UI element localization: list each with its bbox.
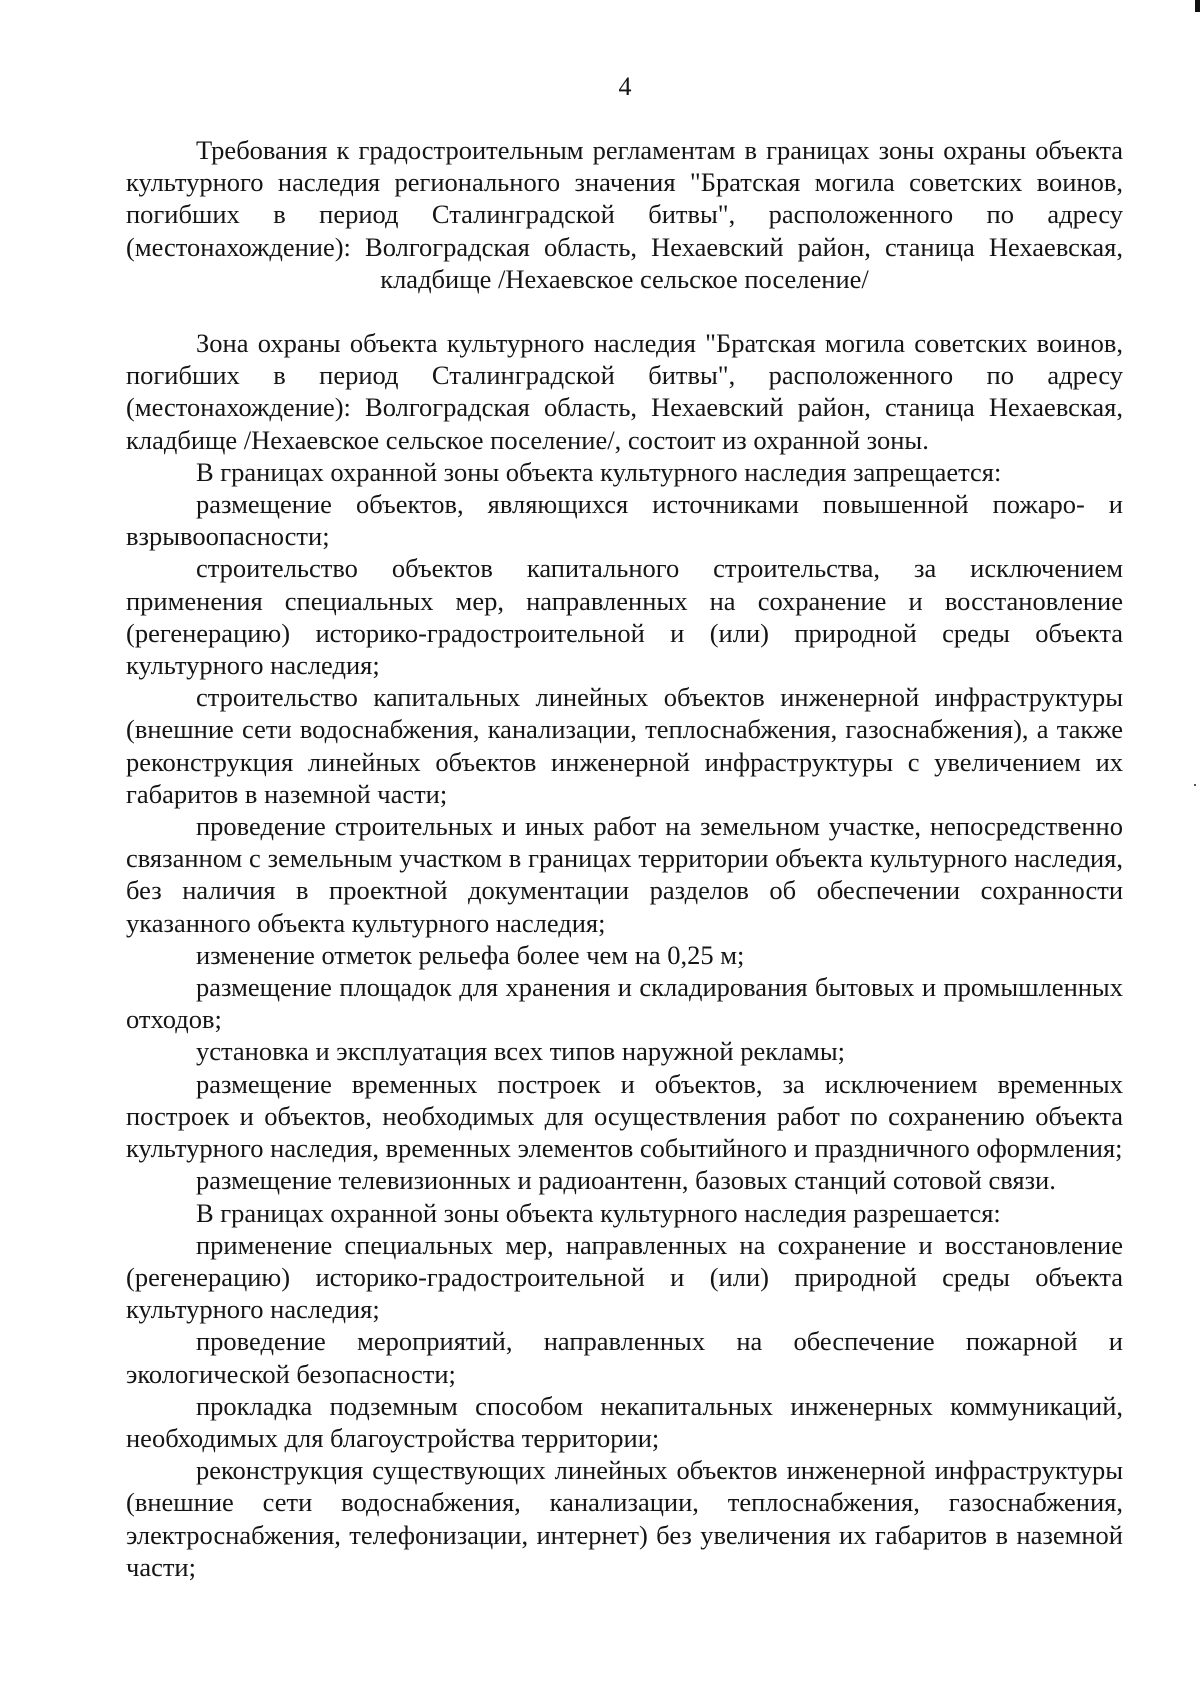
document-body xyxy=(126,134,1123,1583)
paragraph-prohibited-item: проведение строительных и иных работ на земельном участке, непосредственно связанном с земельным участком в границах территории объекта культурного наследия, без наличия в проектной документации разделов об обеспечении сохранности указанного объекта культурного наследия; xyxy=(126,811,1123,938)
page-number: 4 xyxy=(618,72,632,101)
paragraph-zone-composition: Зона охраны объекта культурного наследия "Братская могила советских воинов, погибших в период Сталинградской битвы", расположенного по адресу (местонахождение): Волгоградская область, Нехаевский район, станица Нехаевская, кладбище /Нехаевское сельское поселение/, состоит из охранной зоны. xyxy=(126,328,1123,455)
paragraph-prohibited-intro: В границах охранной зоны объекта культурного наследия запрещается: xyxy=(196,456,1002,487)
paragraph-prohibited-item: изменение отметок рельефа более чем на 0,25 м; xyxy=(196,939,745,970)
paragraph-prohibited-item: размещение объектов, являющихся источниками повышенной пожаро- и взрывоопасности; xyxy=(126,489,1123,552)
paragraph-prohibited-item: строительство объектов капитального строительства, за исключением применения специальных мер, направленных на сохранение и восстановление (регенерацию) историко-градостроительной и (или) природной среды объекта культурного наследия; xyxy=(126,553,1123,681)
paragraph-prohibited-item: строительство капитальных линейных объектов инженерной инфраструктуры (внешние сети водоснабжения, канализации, теплоснабжения, газоснабжения), а также реконструкция линейных объектов инженерной инфраструктуры с увеличением их габаритов в наземной части; xyxy=(126,682,1123,809)
paragraph-permitted-item: проведение мероприятий, направленных на обеспечение пожарной и экологической безопасности; xyxy=(126,1326,1123,1389)
paragraph-permitted-item: прокладка подземным способом некапитальных инженерных коммуникаций, необходимых для благоустройства территории; xyxy=(126,1390,1123,1453)
heading-gap xyxy=(126,295,1123,327)
paragraph-permitted-item: реконструкция существующих линейных объектов инженерной инфраструктуры (внешние сети водоснабжения, канализации, теплоснабжения, газоснабжения, электроснабжения, телефонизации, интернет) без увеличения их габаритов в наземной части; xyxy=(126,1455,1123,1582)
paragraph-prohibited-item: размещение площадок для хранения и складирования бытовых и промышленных отходов; xyxy=(126,972,1123,1035)
paragraph-prohibited-item: размещение телевизионных и радиоантенн, базовых станций сотовой связи. xyxy=(196,1165,1056,1196)
paragraph-prohibited-item: размещение временных построек и объектов, за исключением временных построек и объектов, необходимых для осуществления работ по сохранению объекта культурного наследия, временных элементов событийного и праздничного оформления; xyxy=(126,1068,1123,1164)
section-heading: Требования к градостроительным регламентам в границах зоны охраны объекта культурного наследия регионального значения "Братская могила советских воинов, погибших в период Сталинградской битвы", расположенного по адресу (местонахождение): Волгоградская область, Нехаевский район, станица Нехаевская, кладбище /Нехаевское сельское поселение/ xyxy=(126,135,1123,294)
paragraph-prohibited-item: установка и эксплуатация всех типов наружной рекламы; xyxy=(196,1036,846,1067)
paragraph-permitted-intro: В границах охранной зоны объекта культурного наследия разрешается: xyxy=(196,1197,1001,1228)
scan-speck xyxy=(1194,784,1196,786)
scan-edge-mark xyxy=(1195,0,1200,12)
paragraph-permitted-item: применение специальных мер, направленных на сохранение и восстановление (регенерацию) историко-градостроительной и (или) природной среды объекта культурного наследия; xyxy=(126,1229,1123,1325)
